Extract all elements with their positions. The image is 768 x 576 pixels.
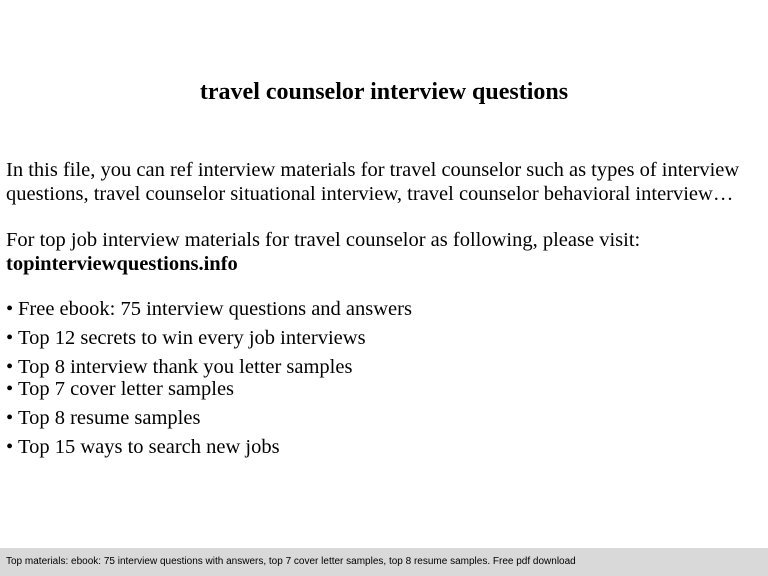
slide-body [6, 158, 762, 464]
list-item-text: Top 15 ways to search new jobs [18, 436, 280, 458]
bullet-icon: • [6, 356, 14, 378]
list-item-text: Top 8 interview thank you letter samples [18, 356, 353, 378]
list-item [6, 377, 762, 406]
bullet-icon: • [6, 407, 14, 429]
visit-link[interactable]: topinterviewquestions.info [6, 253, 238, 275]
list-item-text: Top 8 resume samples [18, 407, 201, 429]
list-item [6, 297, 762, 326]
list-item [6, 435, 762, 464]
bullet-icon: • [6, 298, 14, 320]
list-item [6, 355, 762, 377]
page-title: travel counselor interview questions [199, 79, 569, 105]
bullet-icon: • [6, 327, 14, 349]
footer-bar: Top materials: ebook: 75 interview questions with answers, top 7 cover letter samples, top 8 resume samples. Free pdf download [0, 548, 768, 576]
list-item-text: Top 7 cover letter samples [18, 378, 235, 400]
visit-text: For top job interview materials for travel counselor as following, please visit: [6, 229, 641, 251]
bullet-icon: • [6, 378, 14, 400]
bullet-icon: • [6, 436, 14, 458]
intro-paragraph: In this file, you can ref interview materials for travel counselor such as types of interview questions, travel counselor situational interview, travel counselor behavioral interview… [6, 159, 740, 205]
bullet-list [6, 297, 762, 464]
visit-paragraph [6, 228, 762, 276]
list-item [6, 326, 762, 355]
list-item-text: Free ebook: 75 interview questions and answers [18, 298, 412, 320]
list-item-text: Top 12 secrets to win every job interviews [18, 327, 366, 349]
list-item [6, 406, 762, 435]
